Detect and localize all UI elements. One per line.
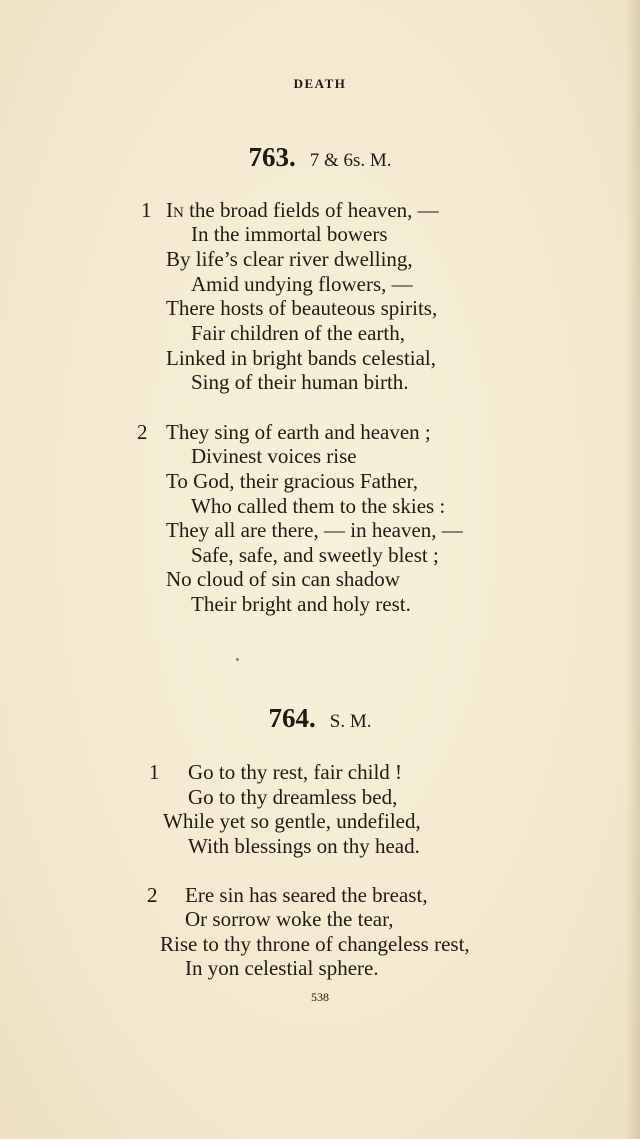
page-number: 538	[311, 990, 329, 1004]
verse-line: They all are there, — in heaven, —	[166, 518, 463, 542]
first-line-rest: the broad fields of heaven, —	[183, 198, 439, 222]
hymn-meter: S. M.	[329, 711, 372, 732]
verse-line: With blessings on thy head.	[188, 834, 420, 858]
verse-line: Ere sin has seared the breast,	[185, 883, 428, 907]
ink-speck	[236, 658, 239, 661]
verse-line: Divinest voices rise	[191, 444, 357, 468]
stanza-number: 2	[147, 883, 158, 907]
hymn-764-heading	[0, 703, 640, 734]
verse-line: Their bright and holy rest.	[191, 592, 411, 616]
verse-line: To God, their gracious Father,	[166, 469, 418, 493]
verse-line: Sing of their human birth.	[191, 370, 409, 394]
verse-line: There hosts of beauteous spirits,	[166, 296, 438, 320]
hymn-number: 763.	[248, 142, 296, 172]
verse-line: Go to thy dreamless bed,	[188, 785, 398, 809]
stanza-number: 2	[137, 420, 148, 444]
verse-line: No cloud of sin can shadow	[166, 567, 400, 591]
first-word-small-caps: In	[166, 198, 184, 222]
verse-line: Who called them to the skies :	[191, 494, 446, 518]
verse-line	[166, 198, 439, 223]
verse-line: In the immortal bowers	[191, 222, 388, 246]
verse-line: Safe, safe, and sweetly blest ;	[191, 543, 439, 567]
stanza-number: 1	[149, 760, 160, 784]
stanza-number: 1	[141, 198, 152, 222]
verse-line: By life’s clear river dwelling,	[166, 247, 413, 271]
verse-line: Go to thy rest, fair child !	[188, 760, 403, 784]
verse-line: Amid undying flowers, —	[191, 272, 413, 296]
verse-line: Linked in bright bands celestial,	[166, 346, 437, 370]
verse-line: While yet so gentle, undefiled,	[163, 809, 421, 833]
verse-line: Or sorrow woke the tear,	[185, 907, 394, 931]
verse-line: They sing of earth and heaven ;	[166, 420, 431, 444]
hymn-763-heading	[0, 142, 640, 173]
hymn-meter: 7 & 6s. M.	[309, 150, 392, 171]
verse-line: Rise to thy throne of changeless rest,	[160, 932, 470, 956]
verse-line: In yon celestial sphere.	[185, 956, 379, 980]
hymn-number: 764.	[268, 703, 316, 733]
verse-line: Fair children of the earth,	[191, 321, 405, 345]
running-head: DEATH	[293, 76, 347, 91]
